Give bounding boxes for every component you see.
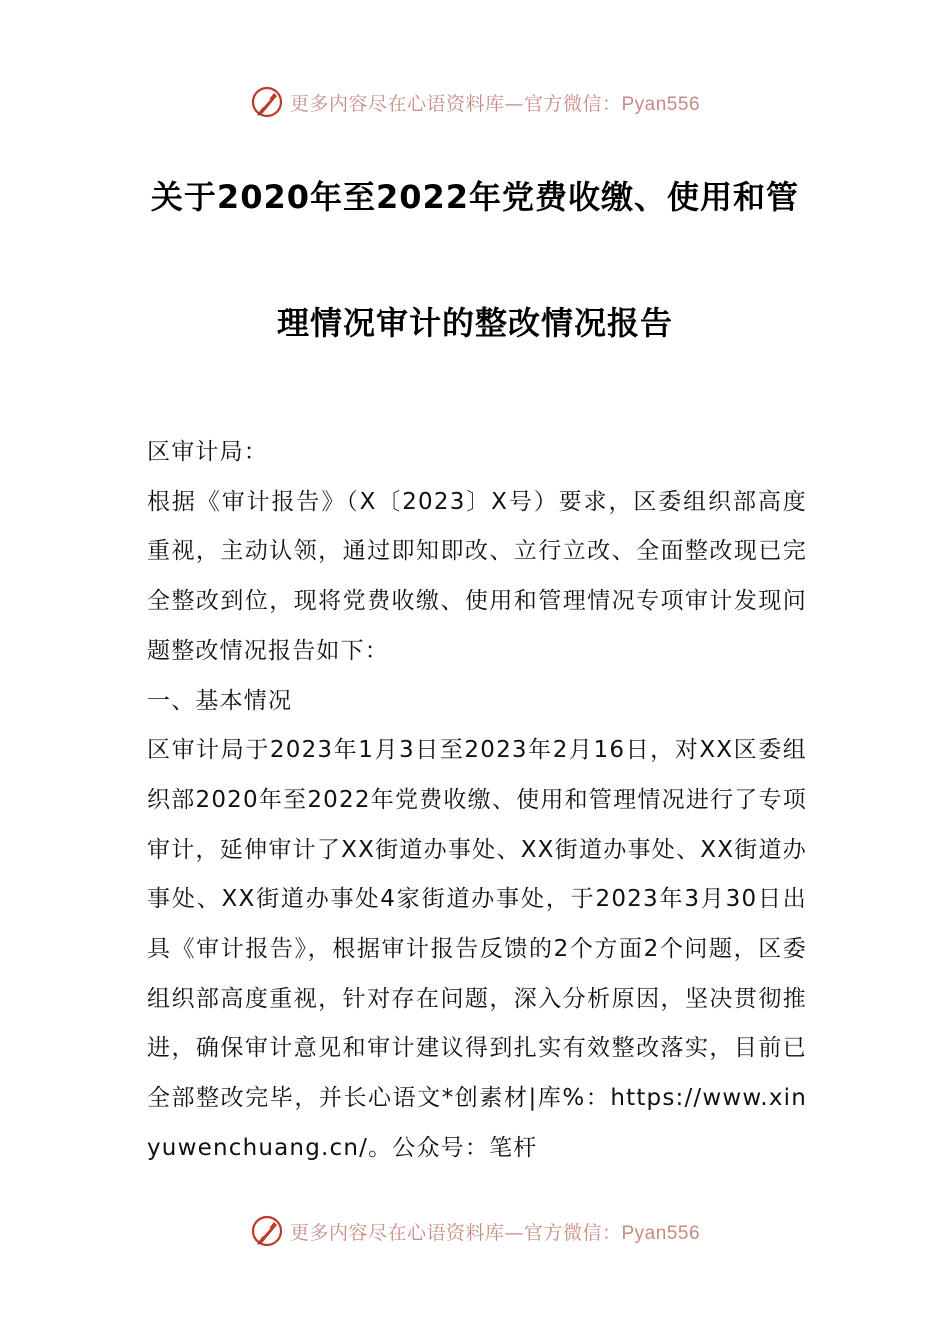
wechat-id: Pyan556 [621,93,701,115]
paragraph-intro: 根据《审计报告》（X〔2023〕X号）要求，区委组织部高度重视，主动认领，通过即知即改、立行立改、全面整改现已完全整改到位，现将党费收缴、使用和管理情况专项审计发现问题整改情况报告如下： [147,488,807,664]
salutation: 区审计局： [147,439,268,465]
header-watermark-banner [0,82,950,122]
quill-pen-logo-icon [250,85,284,119]
document-body [147,428,807,1174]
document-title-line-1: 关于2020年至2022年党费收缴、使用和管 [150,178,800,216]
banner-text: 更多内容尽在心语资料库—官方微信：Pyan556 [289,1221,701,1244]
paragraph-basic-situation: 区审计局于2023年1月3日至2023年2月16日，对XX区委组织部2020年至2022年党费收缴、使用和管理情况进行了专项审计，延伸审计了XX街道办事处、XX街道办事处、XX街道办事处、XX街道办事处4家街道办事处，于2023年3月30日出具《审计报告》，根据审计报告反馈的2个方面2个问题，区委组织部高度重视，针对存在问题，深入分析原因，坚决贯彻推进，确保审计意见和审计建议得到扎实有效整改落实，目前已全部整改完毕，并长心语文*创素材|库%：https://www.xinyuwenchuang.cn/。公众号：笔杆 [147,737,807,1161]
wechat-id: Pyan556 [621,1222,701,1244]
quill-pen-logo-icon [250,1214,284,1248]
section-heading: 一、基本情况 [147,687,293,714]
document-title-line-2: 理情况审计的整改情况报告 [276,304,673,342]
footer-watermark-banner [0,1211,950,1251]
banner-text: 更多内容尽在心语资料库—官方微信：Pyan556 [289,92,701,115]
